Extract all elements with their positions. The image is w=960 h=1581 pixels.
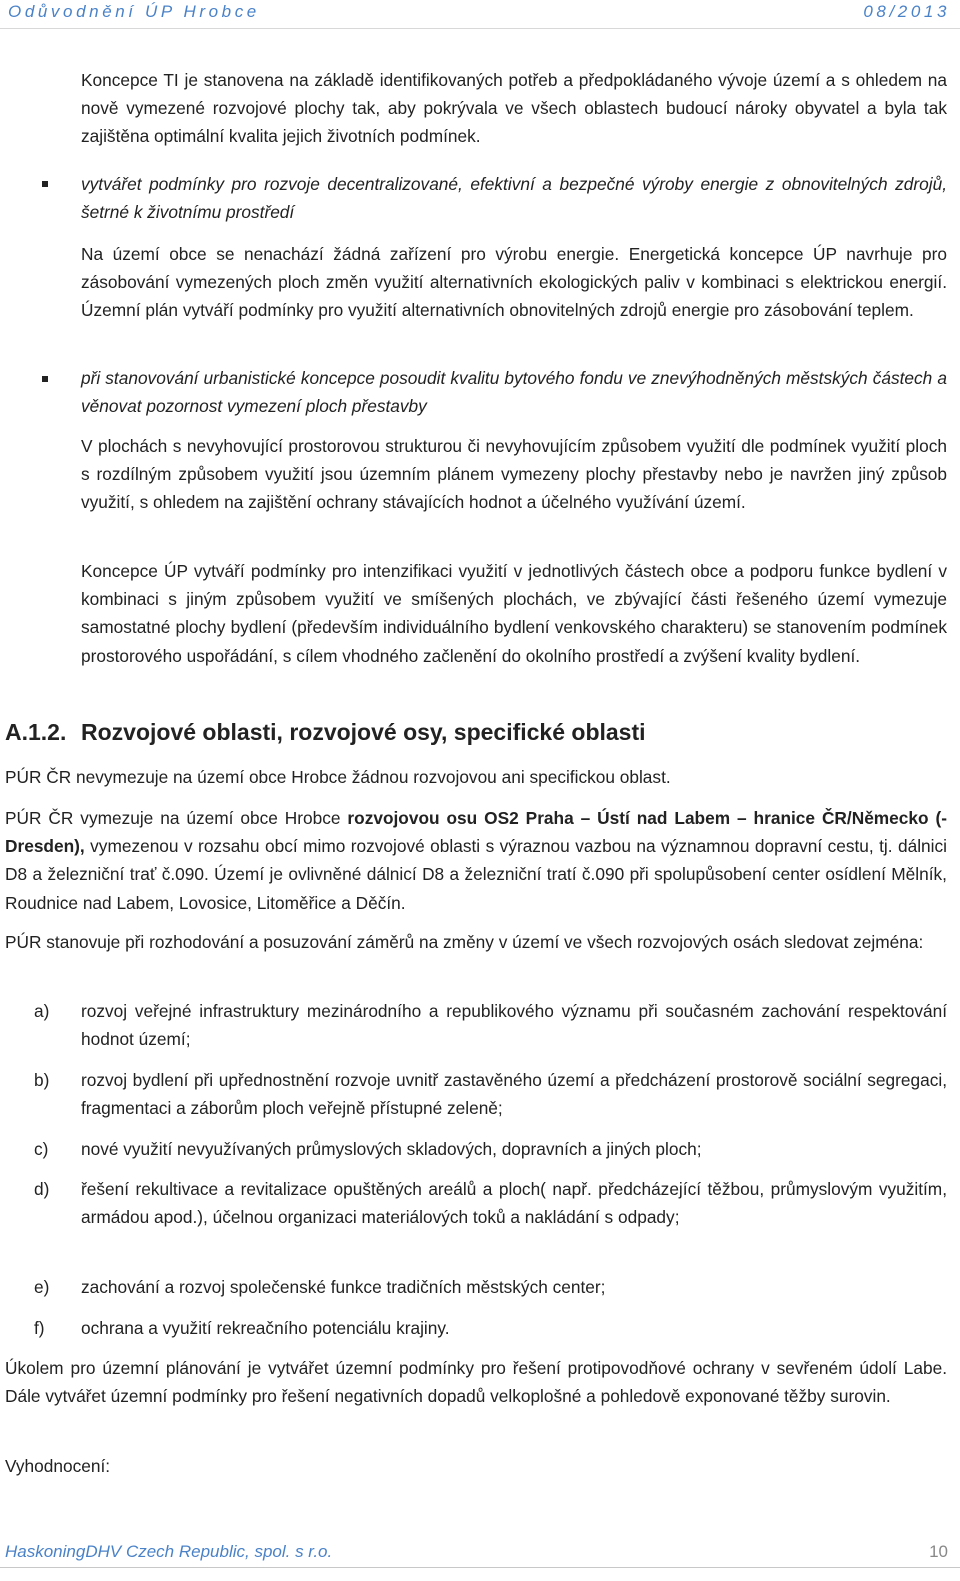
bullet-1-text: Na území obce se nenachází žádná zařízení pro výrobu energie. Energetická koncepce ÚP navrhuje pro zásobování vymezených ploch změn využití alternativních ekologických paliv v kombinaci s elektrickou energií. Územní plán vytváří podmínky pro využití alternativních obnovitelných zdrojů energie pro zásobování teplem. [81,244,947,321]
bullet-1-title: vytvářet podmínky pro rozvoje decentralizované, efektivní a bezpečné výroby energie z obnovitelných zdrojů, šetrné k životnímu prostředí [81,174,947,223]
list-item: zachování a rozvoj společenské funkce tradičních městských center; [81,1277,606,1297]
footer-company: HaskoningDHV Czech Republic, spol. s r.o. [5,1542,333,1561]
evaluation-label: Vyhodnocení: [5,1456,111,1476]
bullet-icon [42,376,48,382]
pur-paragraph-3: PÚR stanovuje při rozhodování a posuzování záměrů na změny v území ve všech rozvojových osách sledovat zejména: [5,932,924,952]
bullet-2-title: při stanovování urbanistické koncepce posoudit kvalitu bytového fondu ve znevýhodněných městských částech a věnovat pozornost vymezení ploch přestavby [81,368,947,417]
list-item: řešení rekultivace a revitalizace opuštěných areálů a ploch( např. předcházející těžbou, průmyslovým využitím, armádou apod.), účelnou organizaci materiálových toků a nakládání s odpady; [81,1179,947,1228]
list-item-label: e) [34,1277,50,1297]
pur-p2-rest: vymezenou v rozsahu obcí mimo rozvojové oblasti s výraznou vazbou na významnou dopravní cestu, tj. dálnici D8 a železniční trať č.090. Území je ovlivněné dálnicí D8 a železniční tratí č.090 při spolupůsobení center osídlení Mělník, Roudnice nad Labem, Lovosice, Litoměřice a Děčín. [5,836,947,913]
list-item-label: b) [34,1070,50,1090]
bullet-2-text-2: Koncepce ÚP vytváří podmínky pro intenzifikaci využití v jednotlivých částech obce a podporu funkce bydlení v kombinaci s jiným způsobem využití ve smíšených plochách, ve zbývající části řešeného území vymezuje samostatné plochy bydlení (především individuálního bydlení venkovského charakteru) se stanovením podmínek prostorového uspořádání, s cílem vhodného začlenění do okolního prostředí a zvýšení kvality bydlení. [81,561,947,666]
development-axis-name: rozvojovou osu OS2 Praha – Ústí nad Labem – hranice ČR/Německo (- Dresden), [5,808,947,857]
document-date: 08/2013 [863,2,950,21]
task-paragraph: Úkolem pro územní plánování je vytvářet územní podmínky pro řešení protipovodňové ochrany v sevřeném údolí Labe. Dále vytvářet územní podmínky pro řešení negativních dopadů velkoplošné a pohledově exponované těžby surovin. [5,1358,947,1407]
list-item: rozvoj veřejné infrastruktury mezinárodního a republikového významu při současném zachování respektování hodnot území; [81,1001,947,1050]
list-item: rozvoj bydlení při upřednostnění rozvoje uvnitř zastavěného území a předcházení prostorově sociální segregaci, fragmentaci a záborům ploch veřejně přístupné zeleně; [81,1070,947,1119]
bullet-2-text-1: V plochách s nevyhovující prostorovou strukturou či nevyhovujícím způsobem využití dle podmínek využití ploch s rozdílným způsobem využití jsou územním plánem vymezeny plochy přestavby nebo je navržen jiný způsob využití, s ohledem na zajištění ochrany stávajících hodnot a účelného využívání území. [81,436,947,513]
page-number: 10 [929,1542,948,1561]
list-item: ochrana a využití rekreačního potenciálu krajiny. [81,1318,450,1338]
list-item-label: a) [34,1001,50,1021]
pur-p2-lead: PÚR ČR vymezuje na území obce Hrobce [5,808,348,828]
section-number: A.1.2. [5,719,67,745]
page-header [0,0,960,26]
pur-paragraph-1: PÚR ČR nevymezuje na území obce Hrobce žádnou rozvojovou ani specifickou oblast. [5,767,671,787]
pur-paragraph-2 [5,804,947,917]
section-title: Rozvojové oblasti, rozvojové osy, specifické oblasti [81,719,646,745]
intro-paragraph: Koncepce TI je stanovena na základě identifikovaných potřeb a předpokládaného vývoje území a s ohledem na nově vymezené rozvojové plochy tak, aby pokrývala ve všech oblastech budoucí nároky obyvatel a byla tak zajištěna optimální kvalita jejich životních podmínek. [81,70,947,147]
list-item-label: d) [34,1179,50,1199]
footer-divider [0,1567,960,1568]
document-title: Odůvodnění ÚP Hrobce [8,2,260,21]
bullet-icon [42,181,48,187]
list-item: nové využití nevyužívaných průmyslových skladových, dopravních a jiných ploch; [81,1139,702,1159]
list-item-label: f) [34,1318,45,1338]
header-divider [0,28,960,29]
list-item-label: c) [34,1139,49,1159]
